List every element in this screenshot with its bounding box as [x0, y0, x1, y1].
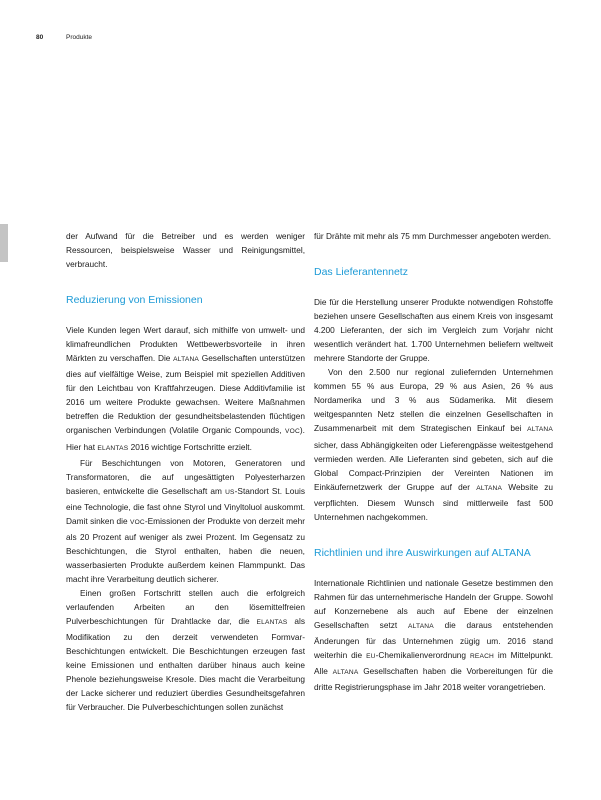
right-intro-paragraph: für Drähte mit mehr als 75 mm Durchmesser angeboten werden. [314, 231, 552, 241]
left-column [66, 229, 305, 714]
guidelines-paragraph: Internationale Richtlinien und nationale Gesetze bestimmen den Rahmen für das unternehmerische Handeln der Gruppe. Sowohl auf Konzernebene als auch auf Ebene der einzelnen Gesellschaften setzt ALTANA die daraus entstehenden Änderungen für das Unternehmen zügig um. 2016 stand weiterhin die EU-Chemikalienverordnung REACH im Mittelpunkt. Alle ALTANA Gesellschaften haben die Vorbereitungen für die dritte Registrierungsphase im Jahr 2018 weiter vorangetrieben. [314, 577, 554, 693]
supplier-paragraph-1: Die für die Herstellung unserer Produkte notwendigen Rohstoffe beziehen unsere Gesellschaften aus einem Kreis von insgesamt 4.200 Lieferanten, der sich im Vergleich zum Vorjahr nicht wesentlich verändert hat. 1.700 Unternehmen beliefern weltweit mehrere Standorte der Gruppe. [314, 297, 553, 364]
emissions-paragraph-1: Viele Kunden legen Wert darauf, sich mithilfe von umwelt- und klimafreundlichen Produkten Wettbewerbsvorteile in ihren Märkten zu verschaffen. Die ALTANA Gesellschaften unterstützen dies auf vielfältige Weise, zum Beispiel mit speziellen Additiven für den Leichtbau von Kraftfahrzeugen. Diese Additivfamilie ist 2016 um weitere Produkte gewachsen. Weitere Maßnahmen betreffen die Reduktion der gesundheitsbelastenden flüchtigen organischen Verbindungen (Volatile Organic Compounds, VOC). Hier hat ELANTAS 2016 wichtige Fortschritte erzielt. [66, 325, 306, 452]
supplier-paragraph-2: Von den 2.500 nur regional zuliefernden Unternehmen kommen 55 % aus Europa, 29 % aus Asien, 26 % aus Nordamerika und 3 % aus Südamerika. Mit diesem weitgespannten Netz stellen die einzelnen Gesellschaften in Zusammenarbeit mit dem Strategischen Einkauf bei ALTANA sicher, dass Abhängigkeiten oder Lieferengpässe weitestgehend vermieden werden. Alle Lieferanten sind gebeten, sich auf die Global Compact-Prinzipien der Vereinten Nationen im Einkäufernetzwerk der Gruppe auf der ALTANA Website zu verpflichten. Diesem Wunsch sind mittlerweile fast 500 Unternehmen nachgekommen. [314, 367, 554, 522]
page-number: 80 [36, 34, 44, 41]
heading-emissions: Reduzierung von Emissionen [66, 294, 203, 307]
emissions-paragraph-3: Einen großen Fortschritt stellen auch die erfolgreich verlaufenden Arbeiten an den lösemittelfreien Pulverbeschichtungen für Drahtlacke dar, die ELANTAS als Modifikation zu den derzeit verwendeten Formvar-Beschichtungen entwickelt. Die Beschichtungen erzeugen fast keine Emissionen und enthalten darüber hinaus auch keine Phenole beziehungsweise Kresole. Dies macht die Verarbeitung der Lacke sicherer und reduziert überdies Gesundheitsgefahren für Verbraucher. Die Pulverbeschichtungen sollen zunächst [66, 587, 305, 713]
emissions-paragraph-2: Für Beschichtungen von Motoren, Generatoren und Transformatoren, die auf ungesättigten Polyesterharzen basieren, entwickelte die Gesellschaft am US-Standort St. Louis eine Technologie, die fast ohne Styrol und Vinyltoluol auskommt. Damit sinken die VOC-Emissionen der Produkte von derzeit mehr als 20 Prozent auf weniger als zwei Prozent. Im Gegensatz zu Beschichtungen, die Styrol enthalten, haben die neuen, wasserbasierten Produkte außerdem keinen Flammpunkt. Das macht ihre Verarbeitung deutlich sicherer. [66, 457, 306, 584]
heading-guidelines: Richtlinien und ihre Auswirkungen auf ALTANA [314, 546, 531, 559]
right-column [314, 229, 553, 694]
running-head: Produkte [66, 34, 93, 41]
page-edge-tab [0, 224, 8, 262]
heading-supplier-network: Das Lieferantennetz [314, 266, 408, 279]
left-intro-paragraph: der Aufwand für die Betreiber und es werden weniger Ressourcen, beispielsweise Wasser und Reinigungsmittel, verbraucht. [66, 231, 305, 270]
